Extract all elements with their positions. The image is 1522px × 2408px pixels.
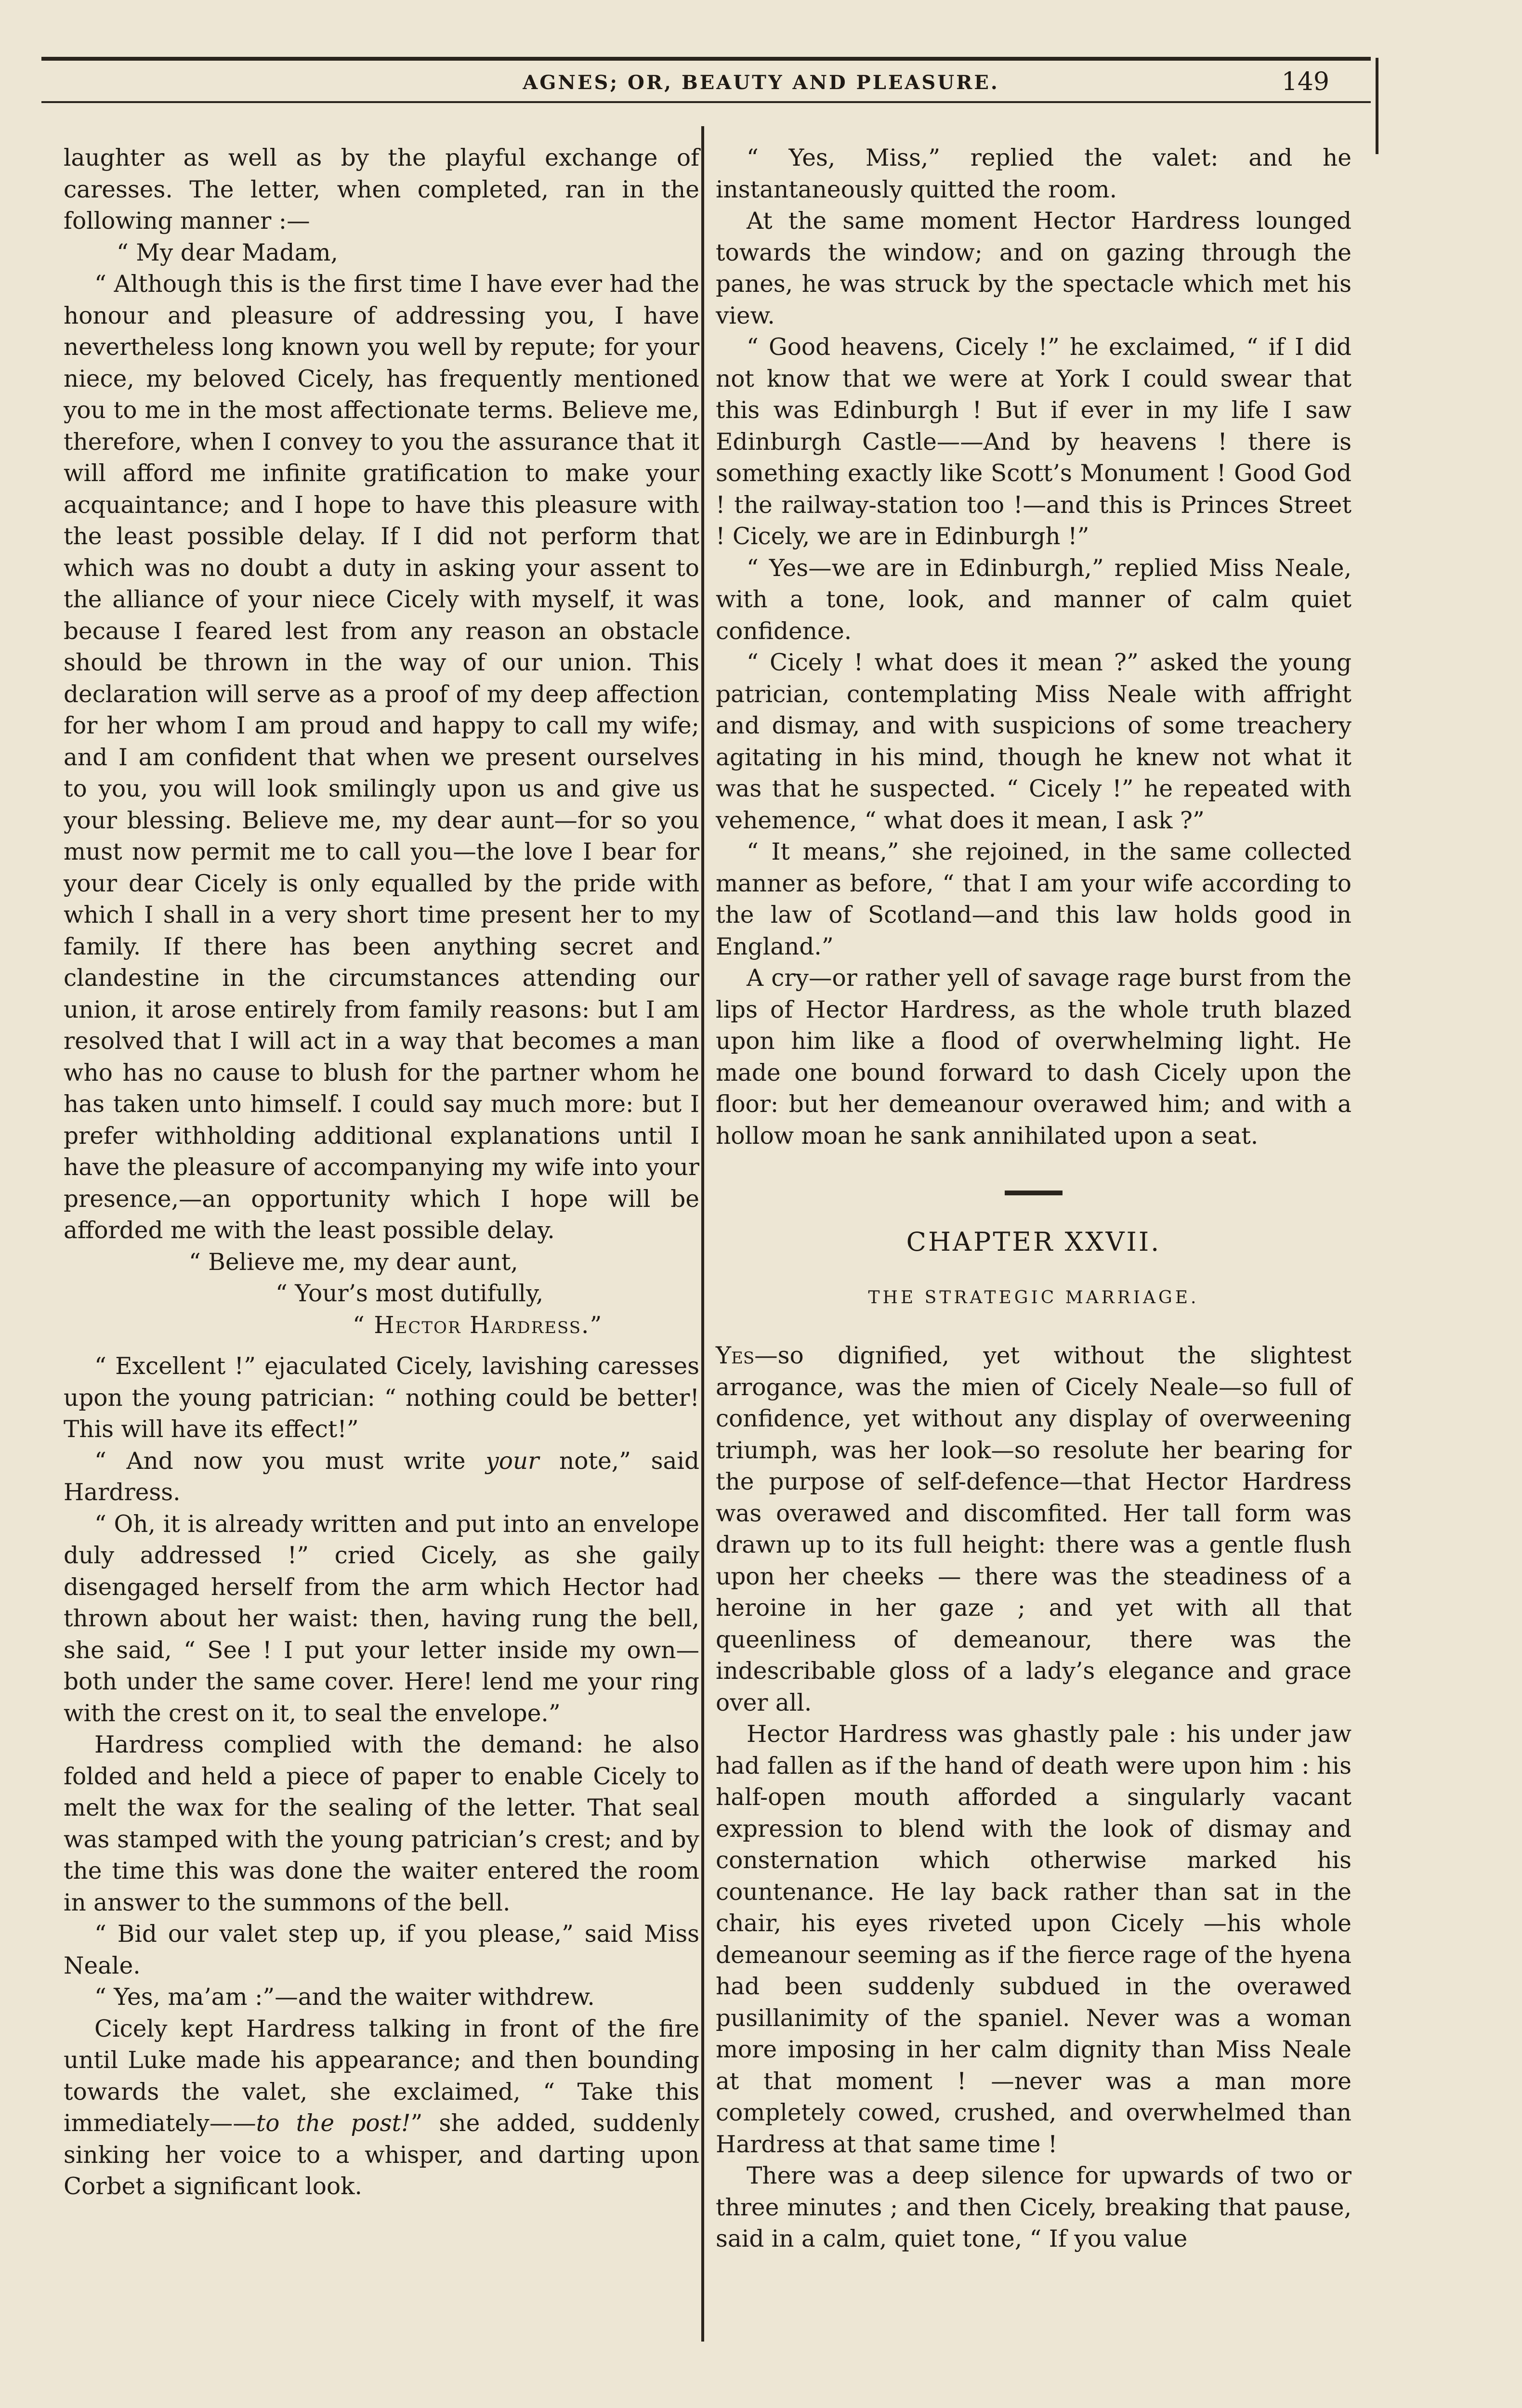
paragraph: There was a deep silence for upwards of two or three minutes ; and then Cicely, breaking that pause, said in a calm, quiet tone, “ If you value — [716, 2162, 1351, 2252]
left-column — [64, 143, 699, 2203]
letter-body: “ Although this is the first time I have ever had the honour and pleasure of addressing you, I have nevertheless long known you well by repute; for your niece, my beloved Cicely, has frequently mentioned you to me in the most affectionate terms. Believe me, therefore, when I convey to you the assurance that it will afford me infinite gratification to make your acquaintance; and I hope to have this pleasure with the least possible delay. If I did not perform that which was no doubt a duty in asking your assent to the alliance of your niece Cicely with myself, it was because I feared lest from any reason an obstacle should be thrown in the way of our union. This declaration will serve as a proof of my deep affection for her whom I am proud and happy to call my wife; and I am confident that when we present ourselves to you, you will look smilingly upon us and give us your blessing. Believe me, my dear aunt—for so you must now permit me to call you—the love I bear for your dear Cicely is only equalled by the pride with which I shall in a very short time present her to my family. If there has been anything secret and clandestine in the circumstances attending our union, it arose entirely from family reasons: but I am resolved that I will act in a way that becomes a man who has no cause to blush for the partner whom he has taken unto himself. I could say much more: but I prefer withholding additional explanations until I have the pleasure of accompanying my wife into your presence,—an opportunity which I hope will be afforded me with the least possible delay. — [64, 271, 699, 1244]
emphasis: your — [485, 1447, 539, 1475]
header-rule-bottom — [41, 101, 1371, 103]
paragraph: laughter as well as by the playful exchange of caresses. The letter, when completed, ran in the following manner :— — [64, 144, 699, 235]
paragraph — [64, 2014, 699, 2203]
paragraph: “ It means,” she rejoined, in the same collected manner as before, “ that I am your wife according to the law of Scotland—and this law holds good in England.” — [716, 838, 1351, 960]
paragraph: “ Cicely ! what does it mean ?” asked the young patrician, contemplating Miss Neale with affright and dismay, and with suspicions of some treachery agitating in his mind, though he knew not what it was that he suspected. “ Cicely !” he repeated with vehemence, “ what does it mean, I ask ?” — [716, 649, 1351, 834]
section-ornament — [1005, 1191, 1063, 1195]
opening-word: Yes — [716, 1342, 755, 1369]
emphasis: to the post! — [256, 2110, 411, 2137]
page-number: 149 — [1281, 67, 1329, 96]
letter-signature: “ Hector Hardress.” — [353, 1311, 603, 1339]
paragraph: “ Bid our valet step up, if you please,” said Miss Neale. — [64, 1921, 699, 1979]
header-rule-top — [41, 57, 1371, 61]
paragraph: “ Good heavens, Cicely !” he exclaimed, “ if I did not know that we were at York I could swear that this was Edinburgh ! But if ever in my life I saw Edinburgh Castle——And by heavens ! there is something exactly like Scott’s Monument ! Good God ! the railway-station too !—and this is Princes Street ! Cicely, we are in Edinburgh !” — [716, 334, 1351, 550]
column-divider — [701, 126, 704, 2342]
text-run: “ And now you must write — [94, 1447, 486, 1475]
paragraph: “ Oh, it is already written and put into an envelope duly addressed !” cried Cicely, as she gaily disengaged herself from the arm which Hector had thrown about her waist: then, having rung the bell, she said, “ See ! I put your letter inside my own—both under the same cover. Here! lend me your ring with the crest on it, to seal the envelope.” — [64, 1510, 699, 1727]
right-column — [716, 143, 1351, 2255]
letter-salutation: “ My dear Madam, — [117, 239, 338, 266]
letter-closing: “ Your’s most dutifully, — [276, 1280, 544, 1307]
paragraph: “ Yes, ma’am :”—and the waiter withdrew. — [94, 1984, 595, 2011]
paragraph: Hector Hardress was ghastly pale : his under jaw had fallen as if the hand of death were upon him : his half-open mouth afforded a singularly vacant expression to blend with the look of dismay and consternation which otherwise marked his countenance. He lay back rather than sat in the chair, his eyes riveted upon Cicely —his whole demeanour seeming as if the fierce rage of the hyena had been suddenly subdued in the overawed pusillanimity of the spaniel. Never was a woman more imposing in her calm dignity than Miss Neale at that moment ! —never was a man more completely cowed, crushed, and overwhelmed than Hardress at that same time ! — [716, 1721, 1351, 2158]
running-header-title: AGNES; OR, BEAUTY AND PLEASURE. — [523, 71, 999, 94]
paragraph: Hardress complied with the demand: he also folded and held a piece of paper to enable Cicely to melt the wax for the sealing of the letter. That seal was stamped with the young patrician’s crest; and by the time this was done the waiter entered the room in answer to the summons of the bell. — [64, 1731, 699, 1916]
letter-closing: “ Believe me, my dear aunt, — [189, 1248, 518, 1276]
paragraph: “ Yes, Miss,” replied the valet: and he instantaneously quitted the room. — [716, 144, 1351, 203]
paragraph — [64, 1446, 699, 1509]
chapter-title: CHAPTER XXVII. — [906, 1227, 1161, 1257]
text-run: —so dignified, yet without the slightest arrogance, was the mien of Cicely Neale—so full of confidence, yet without any display of overweening triumph, was her look—so resolute her bearing for the purpose of self-defence—that Hector Hardress was overawed and discomfited. Her tall form was drawn up to its full height: there was a gentle flush upon her cheeks — there was the steadiness of a heroine in her gaze ; and yet with all that queenliness of demeanour, there was the indescribable gloss of a lady’s elegance and grace over all. — [716, 1342, 1351, 1716]
paragraph — [716, 1340, 1351, 1719]
paragraph: “ Excellent !” ejaculated Cicely, lavishing caresses upon the young patrician: “ nothing could be better! This will have its effect!” — [64, 1353, 699, 1443]
paragraph: A cry—or rather yell of savage rage burst from the lips of Hector Hardress, as the whole truth blazed upon him like a flood of overwhelming light. He made one bound forward to dash Cicely upon the floor: but her demeanour overawed him; and with a hollow moan he sank annihilated upon a seat. — [716, 965, 1351, 1150]
text-run: ” she added, suddenly sinking her voice to a whisper, and darting upon Corbet a significant look. — [64, 2110, 699, 2200]
chapter-subtitle: THE STRATEGIC MARRIAGE. — [868, 1287, 1199, 1308]
text-run: Cicely kept Hardress talking in front of the fire until Luke made his appearance; and then bounding towards the valet, she exclaimed, “ Take this immediately—— — [64, 2015, 699, 2137]
page-edge-mark — [1376, 58, 1378, 154]
paragraph: “ Yes—we are in Edinburgh,” replied Miss Neale, with a tone, look, and manner of calm quiet confidence. — [716, 554, 1351, 645]
text-run: note,” said Hardress. — [64, 1447, 699, 1506]
paragraph: At the same moment Hector Hardress lounged towards the window; and on gazing through the panes, he was struck by the spectacle which met his view. — [716, 208, 1351, 329]
